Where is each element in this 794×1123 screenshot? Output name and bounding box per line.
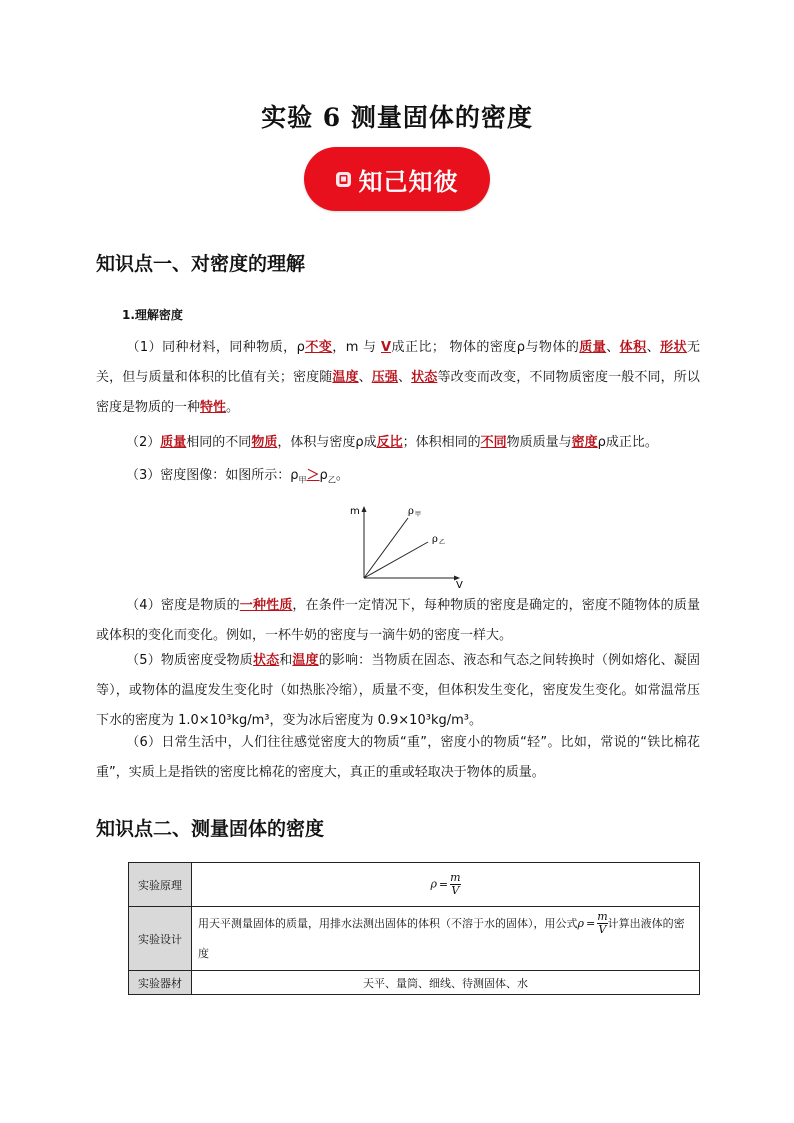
blank-answer: 不同 [480, 435, 507, 450]
table-row [129, 907, 700, 971]
row-label: 实验器材 [129, 971, 192, 995]
table-row [129, 863, 700, 907]
blank-answer: 物质 [251, 435, 278, 450]
blank-answer: 一种性质 [239, 598, 293, 613]
blank-answer: 温度 [292, 653, 319, 668]
y-axis-label: m [350, 506, 360, 517]
x-axis-label: V [456, 580, 463, 590]
blank-answer: ＞ [306, 468, 320, 483]
line1-label: ρ [408, 506, 414, 517]
document-title: 实验 6 测量固体的密度 [261, 103, 533, 132]
blank-answer: 状态 [252, 653, 280, 668]
section1-heading: 知识点一、对密度的理解 [96, 253, 306, 275]
paragraph-3: （3）密度图像：如图所示：$\rho_甲>\rho_乙$。 [126, 468, 349, 485]
blank-answer: V [381, 340, 392, 355]
line2-label: ρ [432, 534, 438, 545]
paragraph-6: （6）日常生活中，人们往往感觉密度大的物质“重”，密度小的物质“轻”。比如，常说的“铁比棉花重”，实质上是指铁的密度比棉花的密度大，真正的重或轻取决于物体的质量。 [96, 735, 700, 780]
paragraph-2: （2）质量相同的不同物质，体积与密度ρ成反比；体积相同的不同物质质量与密度ρ成正比。 [126, 435, 658, 450]
experiment-table [128, 862, 700, 995]
section-badge [304, 147, 490, 211]
blank-answer: 温度 [332, 370, 359, 385]
blank-answer: 形状 [660, 340, 687, 355]
design-text: 用天平测量固体的质量，用排水法测出固体的体积（不溶于水的固体），用公式ρ = $\frac{m}{V}$ 计算出液体的密度 [192, 907, 700, 971]
line1-sub: 甲 [415, 511, 422, 518]
principle-formula: ρ = $\frac{m}{V}$ [192, 863, 700, 907]
blank-answer: 压强 [371, 370, 399, 385]
y-axis-arrow [362, 506, 367, 512]
blank-answer: 质量 [579, 340, 607, 355]
line2-sub: 乙 [439, 539, 446, 546]
paragraph-5: （5）物质密度受物质状态和温度的影响：当物质在固态、液态和气态之间转换时（例如熔化、凝固等），或物体的温度发生变化时（如热胀冷缩），质量不变，但体积发生变化，密度发生变化。如常温常压下水的密度为 1.0×10³kg/m³，变为冰后密度为 0.9×10³kg/m³。 [96, 653, 700, 728]
blank-answer: 质量 [160, 435, 187, 450]
blank-answer: 状态 [411, 370, 438, 385]
blank-answer: 特性 [200, 400, 227, 415]
section2-heading: 知识点二、测量固体的密度 [96, 818, 325, 840]
line-yi [364, 542, 428, 578]
blank-answer: 密度 [571, 435, 598, 450]
line-jia [364, 518, 408, 578]
row-label: 实验设计 [129, 907, 192, 971]
equipment-text: 天平、量筒、细线、待测固体、水 [192, 971, 700, 995]
blank-answer: 反比 [376, 435, 403, 450]
paragraph-4: （4）密度是物质的一种性质，在条件一定情况下，每种物质的密度是确定的，密度不随物体的质量或体积的变化而变化。例如，一杯牛奶的密度与一滴牛奶的密度一样大。 [96, 598, 700, 643]
density-graph [342, 500, 472, 590]
blank-answer: 不变 [304, 340, 333, 355]
row-label: 实验原理 [129, 863, 192, 907]
book-icon [336, 172, 351, 187]
paragraph-1: （1）同种材料，同种物质，ρ不变，m 与 V成正比； 物体的密度ρ与物体的质量、体积、形状无关，但与质量和体积的比值有关；密度随温度、压强、状态等改变而改变，不同物质密度一般不同，所以密度是物质的一种特性。 [96, 340, 700, 415]
badge-label: 知己知彼 [358, 167, 459, 196]
blank-answer: 体积 [619, 340, 647, 355]
table-row [129, 971, 700, 995]
sub-heading: 1.理解密度 [122, 308, 183, 322]
